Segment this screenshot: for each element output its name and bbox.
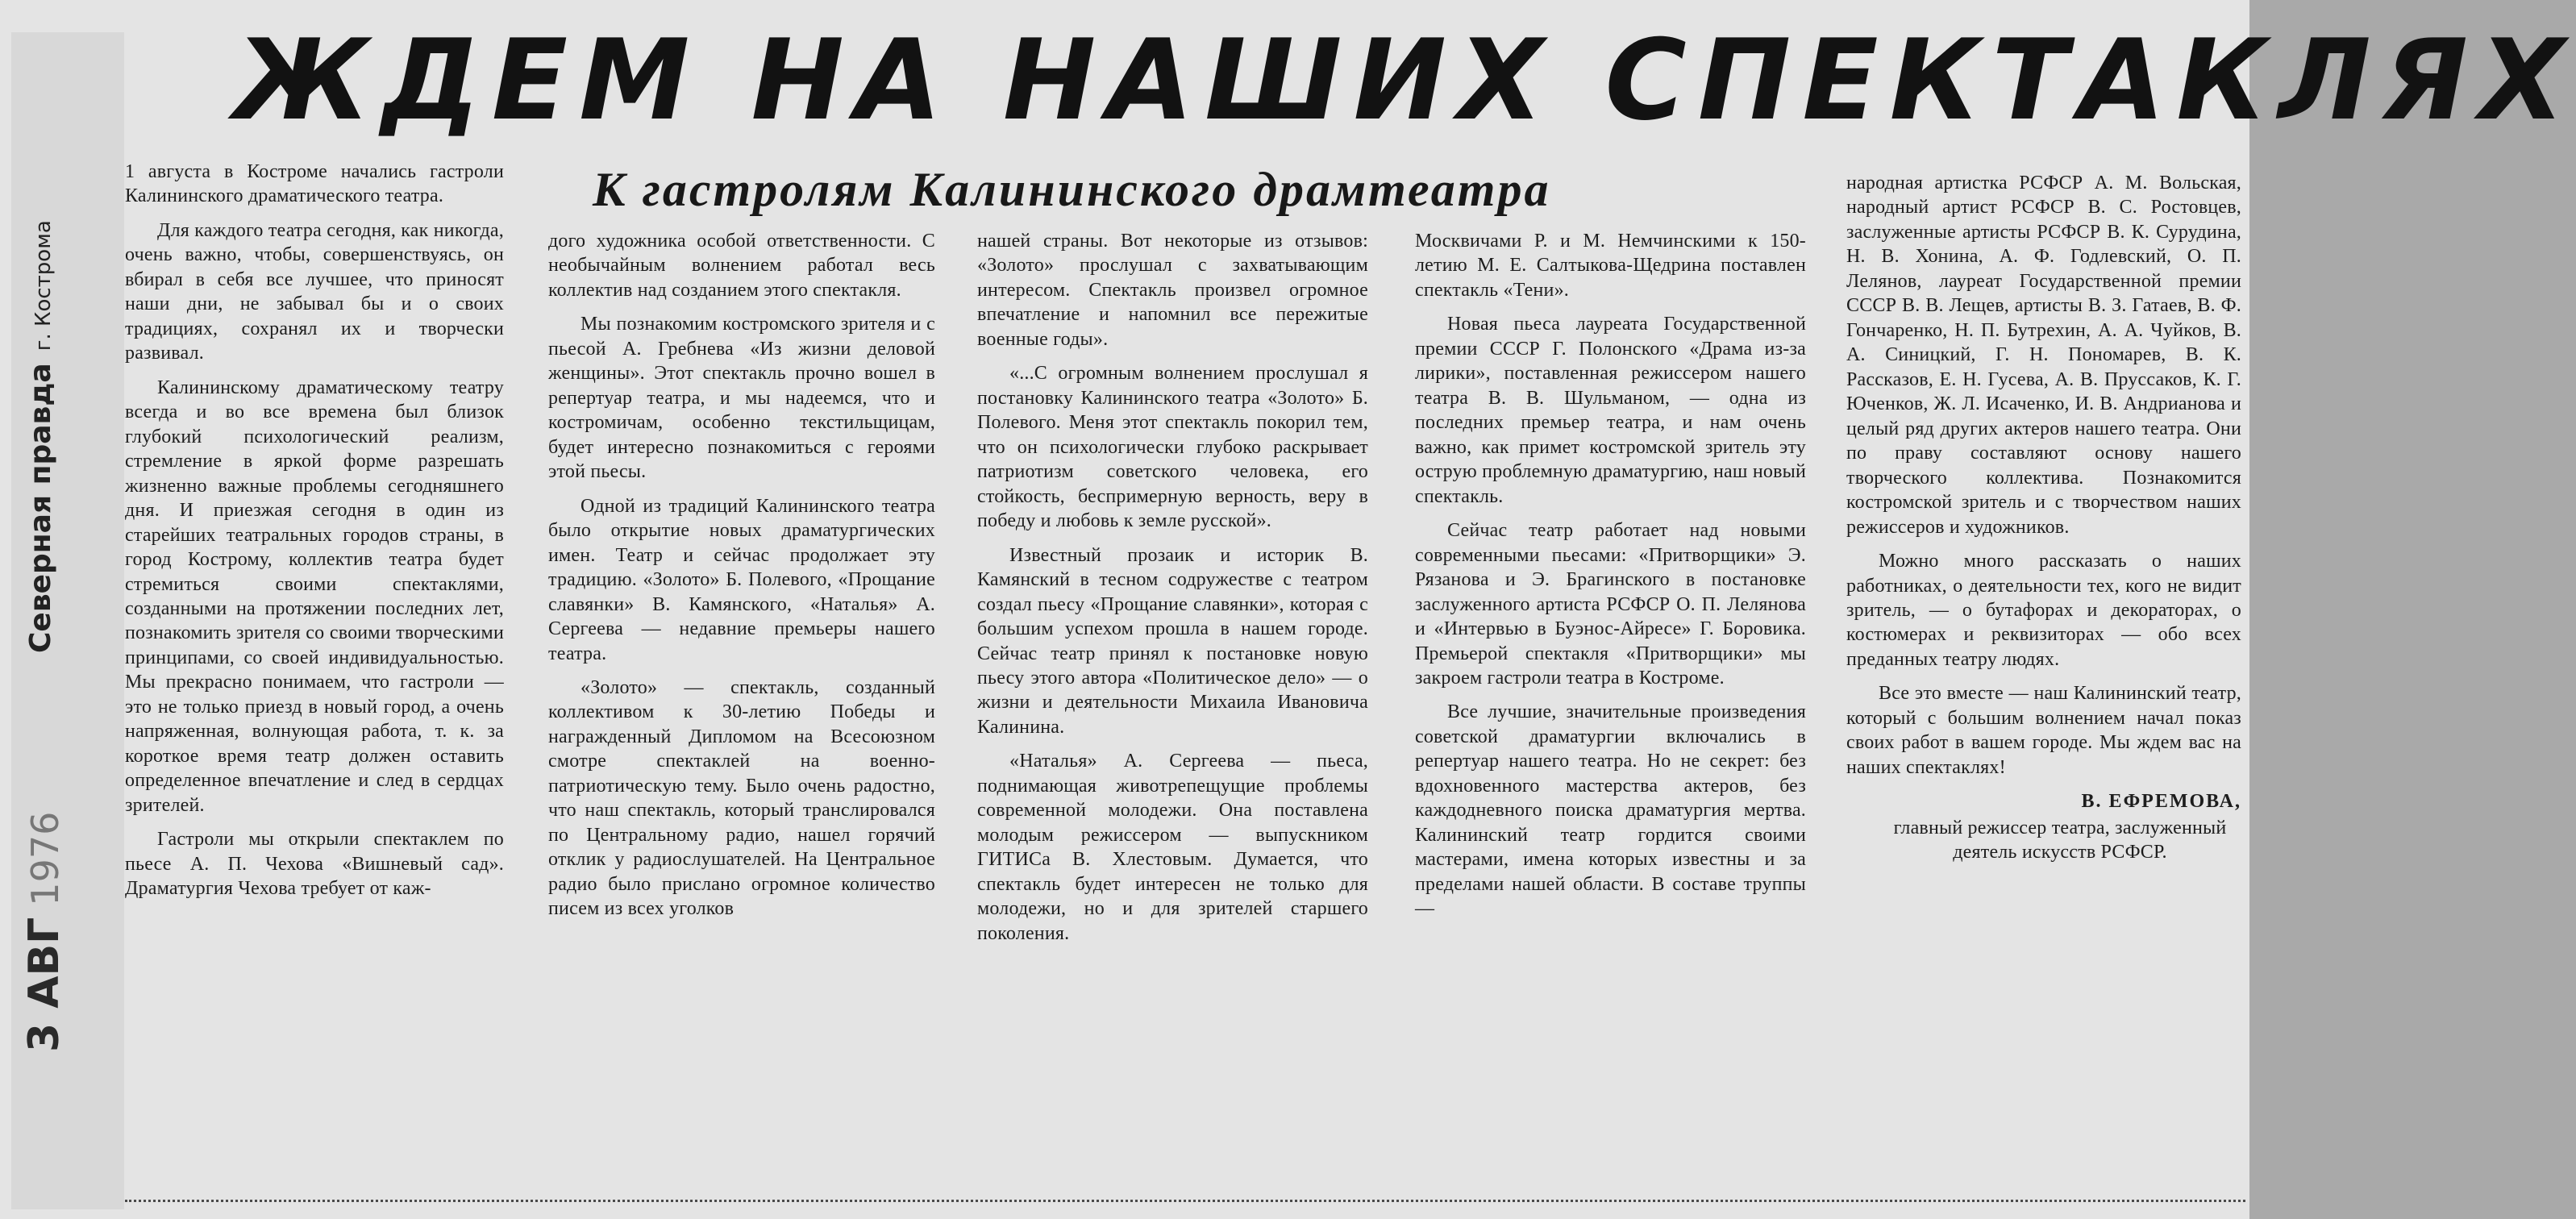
newspaper-city: г. Кострома xyxy=(31,220,56,352)
paragraph: народная артистка РСФСР А. М. Вольская, народный артист РСФСР В. С. Ростовцев, заслуженные артисты РСФСР В. К. Сурудина, Н. В. Хонина, А. Ф. Годлевский, О. П. Лелянов, лауреат Государственной премии СССР В. В. Лещев, артисты В. З. Гатаев, В. Ф. Гончаренко, Н. П. Бутрехин, А. А. Чуйков, В. А. Синицкий, Г. Н. Пономарев, В. К. Рассказов, Е. Н. Гусева, А. В. Пруссаков, К. Г. Юченков, Ж. Л. Исаченко, И. В. Андрианова и целый ряд других актеров нашего театра. Они по праву составляют основу нашего творческого коллектива. Познакомится костромской зритель и с творчеством наших режиссеров и художников. xyxy=(1846,173,2241,538)
paragraph: нашей страны. Вот некоторые из отзывов: «Золото» прослушал с захватывающим интересом. Спектакль произвел огромное впечатление и напомнил все пережитые военные годы». xyxy=(977,231,1368,350)
paragraph: Новая пьеса лауреата Государственной премии СССР Г. Полонского «Драма из-за лирики», поставленная режиссером нашего театра В. В. Шульманом, — одна из последних премьер театра, и нам очень важно, как примет костромской зритель эту острую проблемную драматургию, наш новый спектакль. xyxy=(1415,314,1806,507)
paragraph: Калининскому драматическому театру всегда и во все времена был близок глубокий психологический реализм, стремление в яркой форме разрешать жизненно важные проблемы сегодняшнего дня. И приезжая сегодня в один из старейших театральных городов страны, в город Кострому, коллектив театра будет стремиться своими спектаклями, созданными на протяжении последних лет, познакомить зрителя со своими творческими принципами, со своей индивидуальностью. Мы прекрасно понимаем, что гастроли — это не только приезд в новый город, а очень напряженная, волнующая работа, т. к. за короткое время театр должен оставить определенное впечатление и след в сердцах зрителей. xyxy=(125,377,504,816)
paragraph: Одной из традиций Калининского театра было открытие новых драматургических имен. Театр и сейчас продолжает эту традицию. «Золото» Б. Полевого, «Прощание славянки» В. Камянского, «Наталья» А. Сергеева — недавние премьеры нашего театра. xyxy=(548,495,935,664)
paragraph: Все лучшие, значительные произведения советской драматургии включались в репертуар нашего театра. Но не секрет: без вдохновенного мастерства актеров, без каждодневного поиска драматургия мертва. Калининский театр гордится своими мастерами, имена которых известны и за пределами нашей области. В составе труппы — xyxy=(1415,701,1806,920)
bottom-dotted-rule xyxy=(125,1200,2245,1202)
author-signature: В. ЕФРЕМОВА, xyxy=(2081,791,2241,813)
paragraph: «Наталья» А. Сергеева — пьеса, поднимающая животрепещущие проблемы современной молодежи. Она поставлена молодым режиссером — выпускником ГИТИСа В. Хлестовым. Думается, что спектакль будет интересен не только для молодежи, но и для зрителей старшего поколения. xyxy=(977,751,1368,944)
article-column-5 xyxy=(1846,171,2241,1203)
paragraph: Москвичами Р. и М. Немчинскими к 150-летию М. Е. Салтыкова-Щедрина поставлен спектакль «Тени». xyxy=(1415,231,1806,301)
date-stamp-year: 1976 xyxy=(23,811,67,906)
paragraph: Известный прозаик и историк В. Камянский в тесном содружестве с театром создал пьесу «Прощание славянки», которая с большим успехом прошла в нашем городе. Сейчас театр принял к постановке новую пьесу этого автора «Политическое дело» — о жизни и деятельности Михаила Ивановича Калинина. xyxy=(977,544,1368,738)
paragraph: 1 августа в Костроме начались гастроли Калининского драматического театра. xyxy=(125,161,504,207)
paragraph: «Золото» — спектакль, созданный коллективом к 30-летию Победы и награжденный Дипломом на Всесоюзном смотре спектаклей на военно-патриотическую тему. Было очень радостно, что наш спектакль, который транслировался по Центральному радио, нашел горячий отклик у радиослушателей. На Центральное радио было прислано огромное количество писем из всех уголков xyxy=(548,676,935,920)
paragraph: «...С огромным волнением прослушал я постановку Калининского театра «Золото» Б. Полевого. Меня этот спектакль покорил тем, что он психологически глубоко раскрывает патриотизм советского человека, его стойкость, беспримерную верность, веру в победу и любовь к земле русской». xyxy=(977,363,1368,532)
paragraph: Для каждого театра сегодня, как никогда, очень важно, чтобы, совершенствуясь, он вбирал в себя все лучшее, что приносят наши дни, не забывал бы и о своих традициях, сохранял их и творчески развивал. xyxy=(125,219,504,364)
article-column-3 xyxy=(977,229,1368,1196)
paragraph: Сейчас театр работает над новыми современными пьесами: «Притворщики» Э. Рязанова и Э. Брагинского в постановке заслуженного артиста РСФСР О. П. Лелянова и «Интервью в Буэнос-Айресе» Г. Боровика. Премьерой спектакля «Притворщики» мы закроем гастроли театра в Костроме. xyxy=(1415,520,1806,689)
date-stamp xyxy=(20,730,77,1052)
author-role: главный режиссер театра, заслуженный деятель искусств РСФСР. xyxy=(1893,817,2227,863)
article-column-1 xyxy=(125,160,504,1188)
paragraph: Все это вместе — наш Калининский театр, который с большим волнением начал показ своих работ в вашем городе. Мы ждем вас на наших спектаклях! xyxy=(1846,683,2241,778)
paragraph: Мы познакомим костромского зрителя и с пьесой А. Гребнева «Из жизни деловой женщины». Этот спектакль прочно вошел в репертуар театра, и мы надеемся, что и костромичам, особенно текстильщицам, будет интересно познакомиться с героями этой пьесы. xyxy=(548,314,935,483)
newspaper-masthead xyxy=(24,220,73,653)
paragraph: Гастроли мы открыли спектаклем по пьесе А. П. Чехова «Вишневый сад». Драматургия Чехова требует от каж- xyxy=(125,829,504,900)
article-subheadline: К гастролям Калининского драмтеатра xyxy=(593,163,1551,216)
newspaper-name: Северная правда xyxy=(24,363,57,653)
date-stamp-day-month: 3 АВГ xyxy=(20,917,69,1052)
paragraph: Можно много рассказать о наших работниках, о деятельности тех, кого не видит зритель, — о бутафорах и декораторах, о костюмерах и реквизиторах — обо всех преданных театру людях. xyxy=(1846,551,2241,670)
article-column-2 xyxy=(548,229,935,1196)
article-headline: ЖДЕМ НА НАШИХ СПЕКТАКЛЯХ xyxy=(234,15,2576,145)
article-column-4 xyxy=(1415,229,1806,1196)
paragraph: дого художника особой ответственности. С необычайным волнением работал весь коллектив над созданием этого спектакля. xyxy=(548,231,935,301)
